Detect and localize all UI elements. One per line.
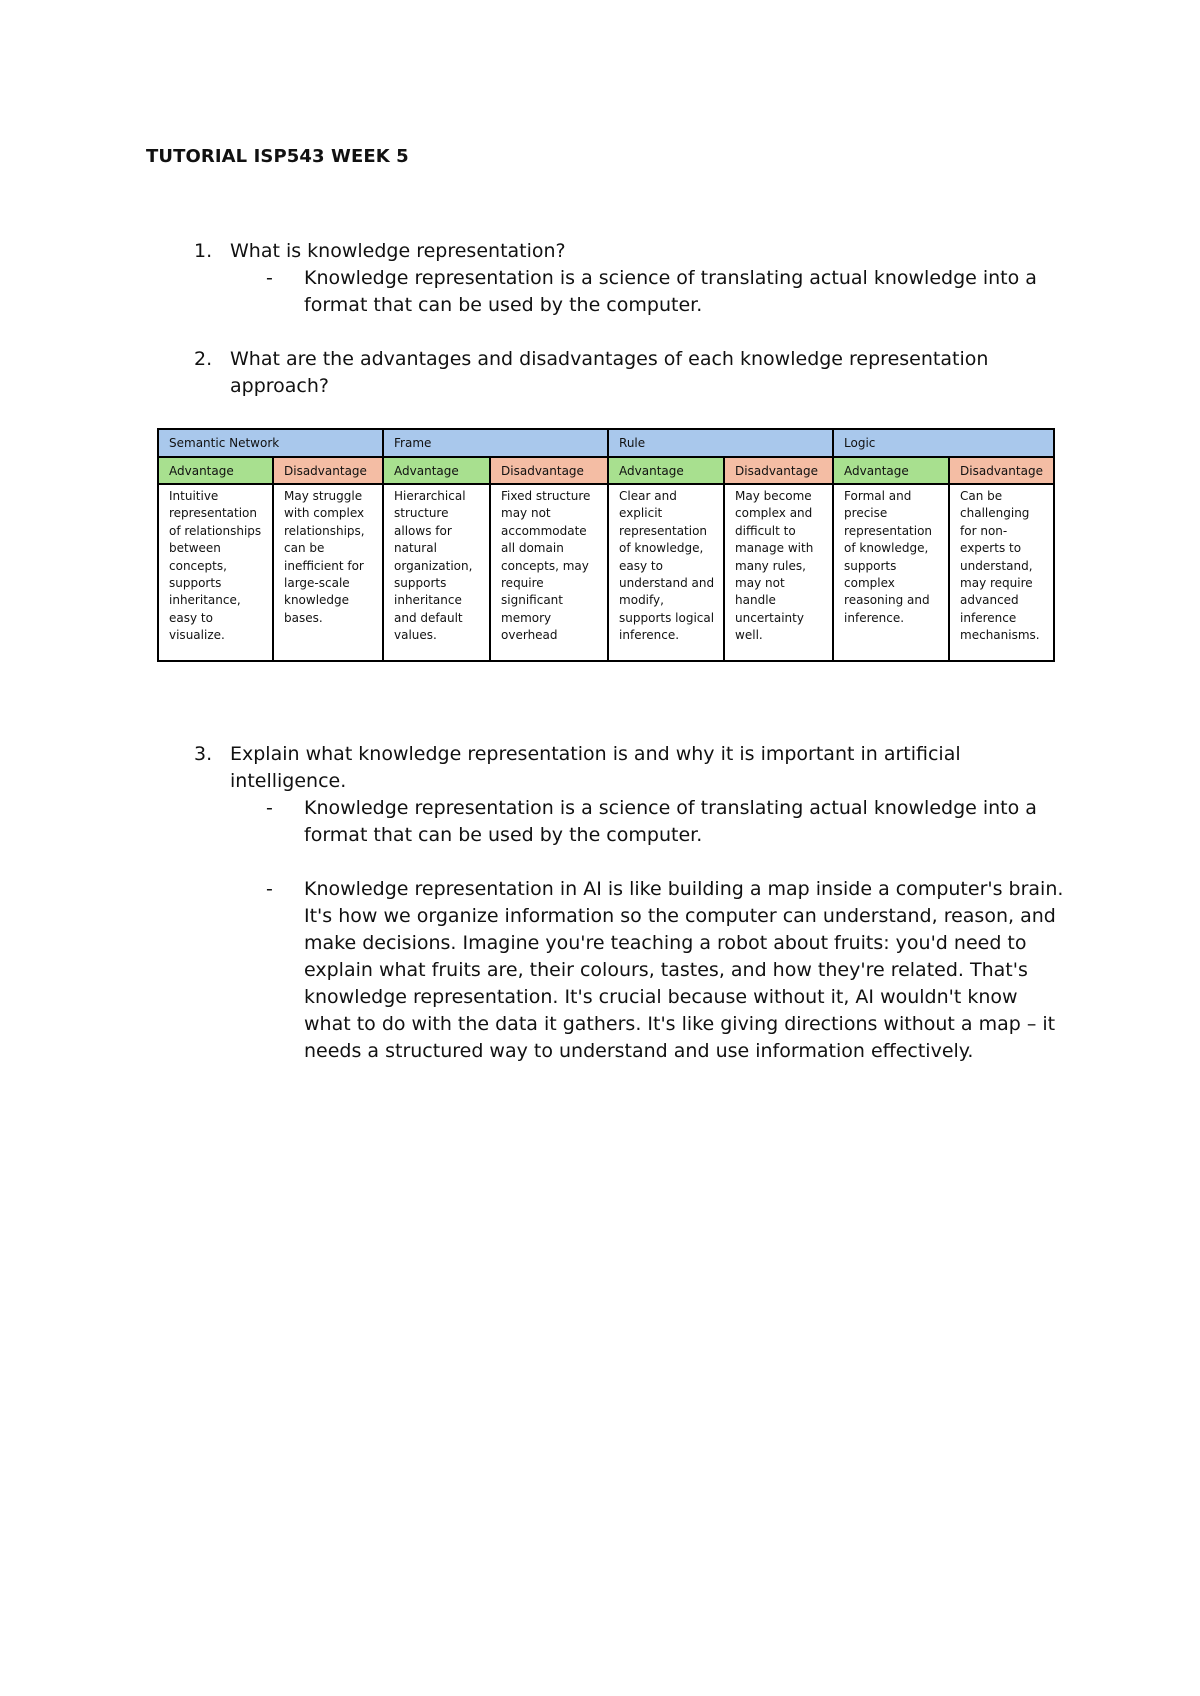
page-title: TUTORIAL ISP543 WEEK 5 — [146, 146, 409, 167]
group-header-rule: Rule — [608, 429, 833, 457]
advantage-header: Advantage — [833, 457, 949, 484]
table-cell: Hierarchical structure allows for natural organization, supports inheritance and default values. — [383, 484, 490, 661]
table-cell: Intuitive representation of relationships between concepts, supports inheritance, easy to visualize. — [158, 484, 273, 661]
table-header-row — [158, 429, 1054, 457]
question-text: What is knowledge representation? — [230, 240, 566, 262]
table-row — [158, 484, 1054, 661]
group-header-semantic-network: Semantic Network — [158, 429, 383, 457]
advantage-header: Advantage — [158, 457, 273, 484]
question-number: 2. — [194, 348, 213, 370]
disadvantage-header: Disadvantage — [724, 457, 833, 484]
table-cell: Fixed structure may not accommodate all domain concepts, may require significant memory overhead — [490, 484, 608, 661]
group-header-frame: Frame — [383, 429, 608, 457]
bullet-dash: - — [266, 878, 273, 900]
answer-item — [266, 795, 1064, 849]
bullet-dash: - — [266, 267, 273, 289]
advantage-header: Advantage — [608, 457, 724, 484]
group-header-logic: Logic — [833, 429, 1054, 457]
disadvantage-header: Disadvantage — [273, 457, 383, 484]
table-cell: May become complex and difficult to manage with many rules, may not handle uncertainty well. — [724, 484, 833, 661]
question-number: 1. — [194, 240, 213, 262]
answer-text: Knowledge representation is a science of translating actual knowledge into a format that can be used by the computer. — [304, 797, 1037, 846]
question-2 — [194, 346, 1054, 400]
advantage-header: Advantage — [383, 457, 490, 484]
knowledge-representation-table — [157, 428, 1055, 662]
bullet-dash: - — [266, 797, 273, 819]
answer-item — [266, 265, 1064, 319]
table-cell: Formal and precise representation of knowledge, supports complex reasoning and inference. — [833, 484, 949, 661]
question-number: 3. — [194, 743, 213, 765]
table-subheader-row — [158, 457, 1054, 484]
question-3 — [194, 741, 1064, 1065]
disadvantage-header: Disadvantage — [949, 457, 1054, 484]
question-1 — [194, 238, 1054, 319]
question-text: Explain what knowledge representation is and why it is important in artificial intelligence. — [230, 743, 961, 792]
table-cell: Can be challenging for non-experts to understand, may require advanced inference mechanisms. — [949, 484, 1054, 661]
question-text: What are the advantages and disadvantages of each knowledge representation approach? — [230, 348, 989, 397]
table-cell: Clear and explicit representation of knowledge, easy to understand and modify, supports logical inference. — [608, 484, 724, 661]
answer-text: Knowledge representation is a science of translating actual knowledge into a format that can be used by the computer. — [304, 267, 1037, 316]
table-cell: May struggle with complex relationships, can be inefficient for large-scale knowledge bases. — [273, 484, 383, 661]
answer-text: Knowledge representation in AI is like building a map inside a computer's brain. It's how we organize information so the computer can understand, reason, and make decisions. Imagine you're teaching a robot about fruits: you'd need to explain what fruits are, their colours, tastes, and how they're related. That's knowledge representation. It's crucial because without it, AI wouldn't know what to do with the data it gathers. It's like giving directions without a map – it needs a structured way to understand and use information effectively. — [304, 878, 1064, 1062]
disadvantage-header: Disadvantage — [490, 457, 608, 484]
answer-item — [266, 876, 1064, 1065]
